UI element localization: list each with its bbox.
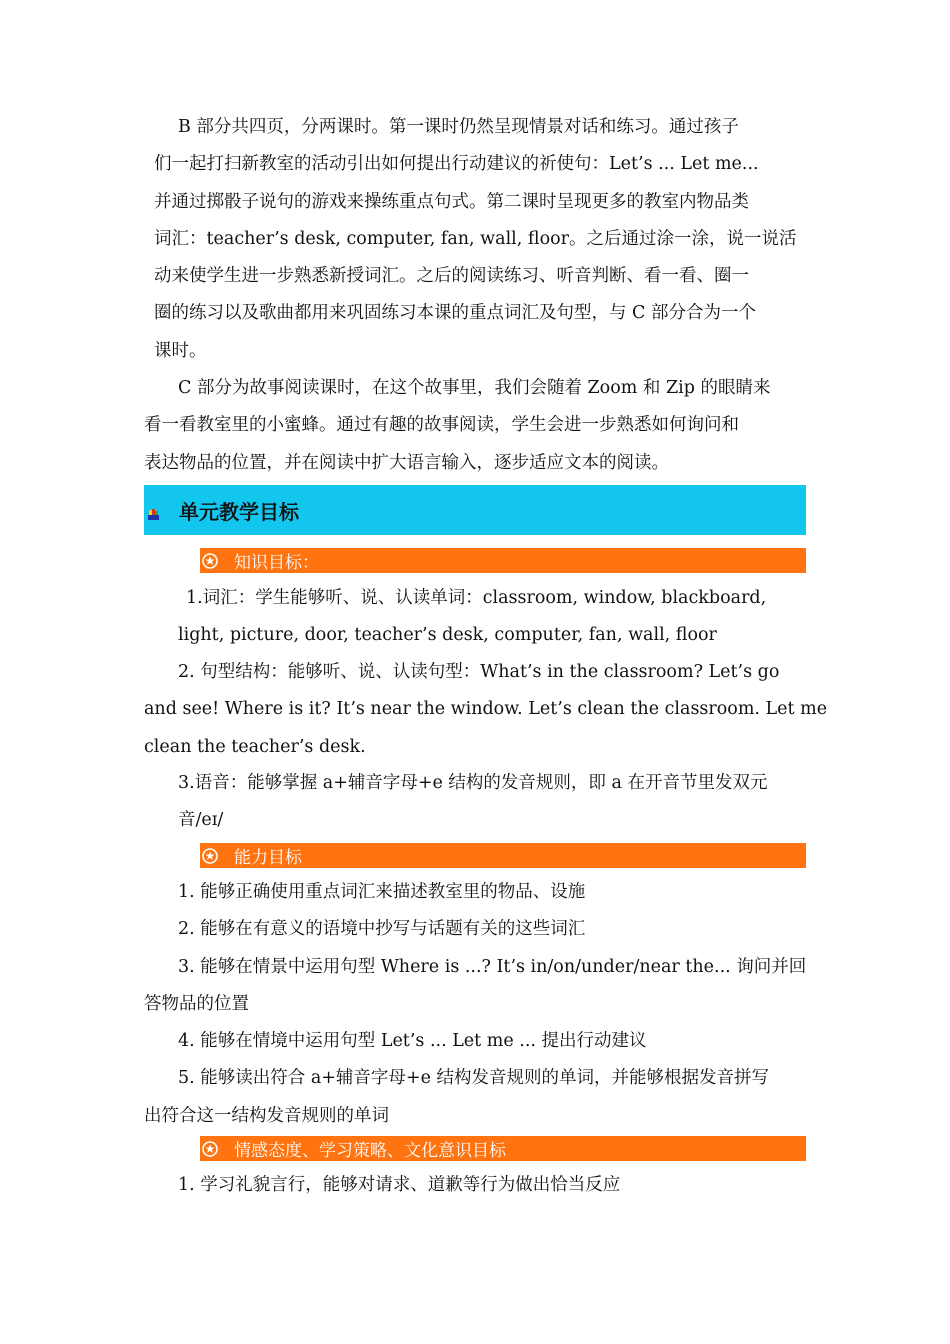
attitude-goals-bar xyxy=(200,1136,806,1161)
list-item: 1. 学习礼貌言行，能够对请求、道歉等行为做出恰当反应 xyxy=(178,1175,621,1195)
text-line: 3.语音：能够掌握 a+辅音字母+e 结构的发音规则，即 a 在开音节里发双元 xyxy=(178,773,768,793)
text-line: 看一看教室里的小蜜蜂。通过有趣的故事阅读，学生会进一步熟悉如何询问和 xyxy=(144,415,739,436)
section-title: 单元教学目标 xyxy=(179,499,299,524)
attitude-goals-label: 情感态度、学习策略、文化意识目标 xyxy=(234,1141,506,1161)
list-item: 5. 能够读出符合 a+辅音字母+e 结构发音规则的单词，并能够根据发音拼写 xyxy=(178,1068,769,1089)
part-b-paragraph xyxy=(144,109,806,370)
text-line: light, picture, door, teacher’s desk, computer, fan, wall, floor xyxy=(178,625,717,646)
list-item: 4. 能够在情境中运用句型 Let’s ... Let me ... 提出行动建议 xyxy=(178,1031,647,1052)
list-item-continuation: 答物品的位置 xyxy=(144,993,249,1014)
part-c-paragraph xyxy=(144,370,806,482)
text-line: 2. 句型结构：能够听、说、认读句型：What’s in the classroom? Let’s go xyxy=(178,662,780,682)
text-line: 1.词汇：学生能够听、说、认读单词：classroom, window, blackboard, xyxy=(186,588,767,608)
text-line: 动来使学生进一步熟悉新授词汇。之后的阅读练习、听音判断、看一看、圈一 xyxy=(154,266,749,287)
ability-goals-label: 能力目标 xyxy=(234,848,302,868)
knowledge-item-2 xyxy=(144,654,828,766)
text-line: 词汇：teacher’s desk, computer, fan, wall, floor。之后通过涂一涂，说一说活 xyxy=(154,228,797,249)
text-line: clean the teacher’s desk. xyxy=(144,736,366,757)
knowledge-item-3 xyxy=(144,765,806,840)
text-line: 圈的练习以及歌曲都用来巩固练习本课的重点词汇及句型，与 C 部分合为一个 xyxy=(154,303,757,324)
knowledge-item-1 xyxy=(144,580,806,655)
text-line: 表达物品的位置，并在阅读中扩大语言输入，逐步适应文本的阅读。 xyxy=(144,452,669,473)
star-circle-icon xyxy=(202,553,218,569)
bullet-icon xyxy=(148,505,159,516)
star-circle-icon xyxy=(202,1141,218,1157)
list-item: 1. 能够正确使用重点词汇来描述教室里的物品、设施 xyxy=(178,882,586,902)
ability-goals-bar xyxy=(200,843,806,868)
ability-list xyxy=(144,874,806,1135)
list-item: 3. 能够在情景中运用句型 Where is ...? It’s in/on/under/near the... 询问并回 xyxy=(178,956,807,977)
list-item-continuation: 出符合这一结构发音规则的单词 xyxy=(144,1105,389,1126)
text-line: B 部分共四页，分两课时。第一课时仍然呈现情景对话和练习。通过孩子 xyxy=(178,117,739,137)
text-line: 课时。 xyxy=(154,340,207,361)
attitude-list xyxy=(144,1167,806,1204)
list-item: 2. 能够在有意义的语境中抄写与话题有关的这些词汇 xyxy=(178,919,586,940)
text-line: 们一起打扫新教室的活动引出如何提出行动建议的祈使句：Let’s ... Let me... xyxy=(154,154,759,175)
star-circle-icon xyxy=(202,848,218,864)
knowledge-goals-label: 知识目标： xyxy=(234,553,319,573)
text-line: 并通过掷骰子说句的游戏来操练重点句式。第二课时呈现更多的教室内物品类 xyxy=(154,191,749,212)
text-line: and see! Where is it? It’s near the window. Let’s clean the classroom. Let me xyxy=(144,699,828,720)
knowledge-goals-bar xyxy=(200,548,806,573)
section-heading-bar xyxy=(144,485,806,535)
text-line: C 部分为故事阅读课时，在这个故事里，我们会随着 Zoom 和 Zip 的眼睛来 xyxy=(178,378,771,398)
text-line: 音/eɪ/ xyxy=(178,810,224,831)
